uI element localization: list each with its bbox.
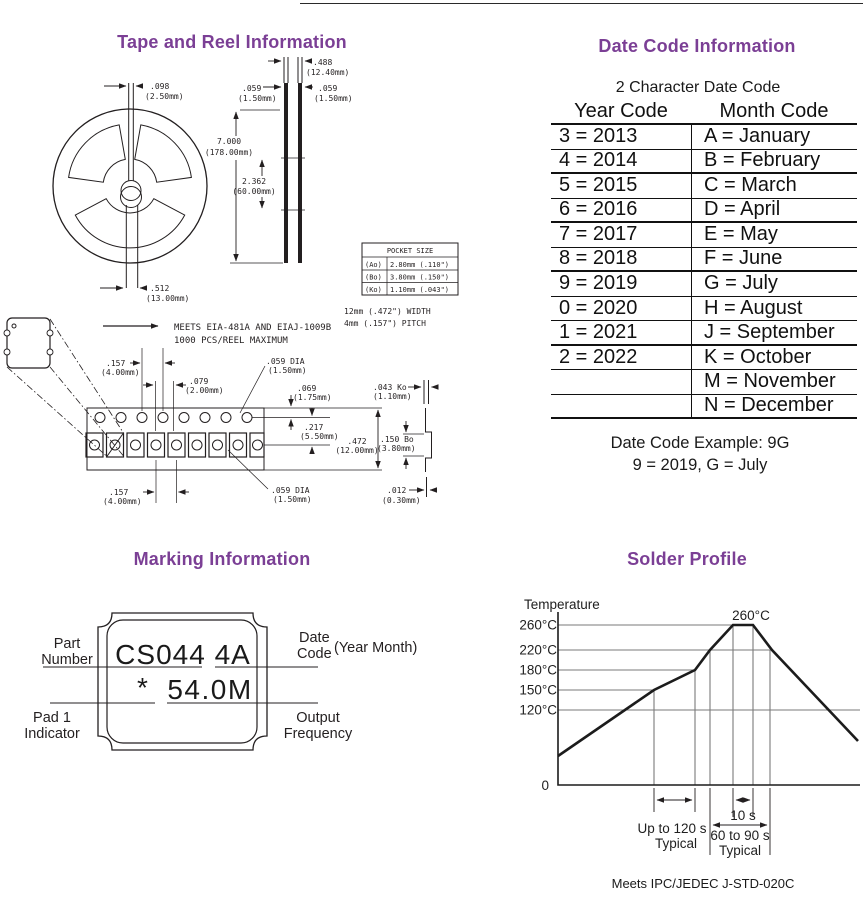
table-row [551,370,857,395]
date-code-label-3: (Year Month) [334,640,418,656]
month-cell: B = February [691,150,857,173]
dim-sprocket-dia-in: .059 DIA [266,357,305,366]
tape-cross-section [373,380,438,505]
dim-slot-in: .098 [150,82,170,91]
table-row [551,223,857,248]
pocket-row-ko-key: (Ko) [365,286,382,294]
date-code-label-1: Date [299,630,330,646]
dim-bo-mm: (3.80mm) [377,444,416,453]
dim-tape-width-mm: (12.00mm) [335,446,379,455]
dim-thick-mm: (0.30mm) [382,496,421,505]
dim-pitch-top-in: .157 [106,359,126,368]
part-number-label-2: Number [41,652,93,668]
tape-pitch-note: 4mm (.157") PITCH [344,319,426,328]
dim-pitch-bot-in: .157 [109,488,129,497]
pocket-row-bo-key: (Bo) [365,273,382,282]
marking-title: Marking Information [133,549,311,569]
dim-flange-l-in: .059 [242,84,262,93]
table-row [551,150,857,175]
tick-150: 150°C [519,682,557,698]
dim-pitch-top-mm: (4.00mm) [101,368,140,377]
component-outline [4,318,124,456]
year-cell: 4 = 2014 [559,149,638,172]
table-row [551,272,857,297]
peak-temp-label: 260°C [732,608,770,623]
pocket-row-bo-val: 3.80mm (.150") [390,273,450,282]
dim-offset-mm: (2.00mm) [185,386,224,395]
date-code-label-2: Code [297,646,332,662]
component-pockets [86,433,264,457]
dim-reel-width-mm: (12.40mm) [306,68,350,77]
date-code-example: Date Code Example: 9G [610,434,790,452]
date-code-subtitle: 2 Character Date Code [615,79,781,96]
month-cell: K = October [691,346,857,370]
dim-reel-od-mm: (178.00mm) [204,148,254,157]
reel-side-view [205,57,353,263]
tape-reel-title: Tape and Reel Information [117,32,347,52]
reel-note-line1: MEETS EIA-481A AND EIAJ-1009B [174,323,332,333]
table-row [551,321,857,346]
output-freq-label-1: Output [296,710,340,726]
table-row [551,346,857,371]
solder-profile-chart [480,590,863,865]
dim-reel-od-in: 7.000 [216,137,242,146]
month-cell: C = March [691,174,857,198]
pocket-row-ao-val: 2.80mm (.110") [390,261,450,269]
tick-120: 120°C [519,702,557,718]
peak-time-label: 10 s [730,808,756,823]
preheat-typical-label: Typical [654,836,698,851]
dim-hub-hole-mm: (13.00mm) [146,294,190,303]
month-cell: H = August [691,297,857,321]
reflow-typical-label: Typical [718,843,762,858]
dim-reel-width-in: .488 [313,58,333,67]
jedec-compliance-note: Meets IPC/JEDEC J-STD-020C [611,876,795,891]
month-cell: A = January [691,125,857,149]
tick-260: 260°C [519,617,557,633]
dim-sprocket-dia-mm: (1.50mm) [268,366,307,375]
year-cell: 3 = 2013 [559,125,638,148]
year-cell: 1 = 2021 [559,320,638,343]
reel-note-line2: 1000 PCS/REEL MAXIMUM [174,336,288,346]
tape-reel-diagram [0,55,470,565]
dim-pocket-dia-mm: (1.50mm) [273,495,312,504]
pocket-row-ko-val: 1.10mm (.043") [390,286,450,294]
dim-flange-l-mm: (1.50mm) [238,94,277,103]
dim-center-in: .217 [304,423,324,432]
dim-offset-in: .079 [189,377,209,386]
month-cell: J = September [691,321,857,344]
dim-slot-mm: (2.50mm) [145,92,184,101]
table-row [551,297,857,322]
table-row [551,395,857,420]
table-row [551,199,857,224]
y-axis-ticks [519,618,557,794]
output-freq-label-2: Frequency [283,726,353,742]
dim-ko-in: .043 Ko [373,383,407,392]
pad1-label-1: Pad 1 [33,710,71,726]
month-cell: F = June [691,248,857,271]
solder-profile-title: Solder Profile [627,549,747,569]
year-cell: 8 = 2018 [559,247,638,270]
month-cell: D = April [691,199,857,222]
dim-pitch-bot-mm: (4.00mm) [103,497,142,506]
dim-center-mm: (5.50mm) [300,432,339,441]
pocket-size-table [344,243,458,328]
pocket-row-ao-key: (Ao) [365,261,382,269]
table-row [551,248,857,273]
year-cell: 7 = 2017 [559,223,638,246]
dim-thick-in: .012 [387,486,407,495]
marking-diagram [0,570,470,765]
chip-frequency: 54.0M [167,674,253,705]
reference-gridlines [558,625,860,785]
dim-ko-mm: (1.10mm) [373,392,412,401]
date-code-example-detail: 9 = 2019, G = July [632,456,768,474]
dim-reel-hub-in: 2.362 [241,177,267,186]
year-cell: 5 = 2015 [559,174,638,197]
dim-edge-in: .069 [297,384,317,393]
table-row [551,125,857,150]
page-top-rule [300,3,863,4]
dim-tape-width-in: .472 [347,437,367,446]
date-code-title: Date Code Information [598,36,796,56]
dim-flange-r-mm: (1.50mm) [314,94,353,103]
part-number-label-1: Part [53,636,81,652]
preheat-time-label: Up to 120 s [637,821,707,836]
pocket-table-title: POCKET SIZE [386,247,434,255]
year-cell: 6 = 2016 [559,198,638,221]
tick-origin: 0 [541,778,549,793]
table-row [551,174,857,199]
month-cell: E = May [691,223,857,247]
tick-180: 180°C [519,662,557,678]
tick-220: 220°C [519,642,557,658]
pad1-dot [12,324,16,328]
month-cell: N = December [691,395,857,418]
month-cell: G = July [691,272,857,296]
dim-reel-hub-mm: (60.00mm) [232,187,276,196]
tape-width-note: 12mm (.472") WIDTH [344,307,431,316]
year-cell: 0 = 2020 [559,296,638,319]
reflow-time-label: 60 to 90 s [710,828,770,843]
time-annotations [637,788,770,858]
date-code-header-row [551,100,857,125]
reel-front-view [53,82,207,303]
month-code-header: Month Code [719,100,829,122]
dim-bo-in: .150 Bo [380,435,414,444]
dim-pocket-dia-in: .059 DIA [271,486,310,495]
date-code-table [551,100,857,419]
year-cell: 2 = 2022 [559,345,638,368]
chart-axes [558,612,860,785]
year-code-header: Year Code [574,100,668,122]
dim-edge-mm: (1.75mm) [293,393,332,402]
tape-strip [86,348,382,506]
chip-marking-line1: CS044 4A [115,639,251,670]
month-cell: M = November [691,370,857,394]
y-axis-label: Temperature [524,597,600,612]
pad1-label-2: Indicator [24,726,80,742]
dim-hub-hole-in: .512 [150,284,170,293]
year-cell: 9 = 2019 [559,272,638,295]
dim-flange-r-in: .059 [318,84,338,93]
reel-standard-note [103,323,331,346]
chip-pad1-star: * [137,672,149,703]
